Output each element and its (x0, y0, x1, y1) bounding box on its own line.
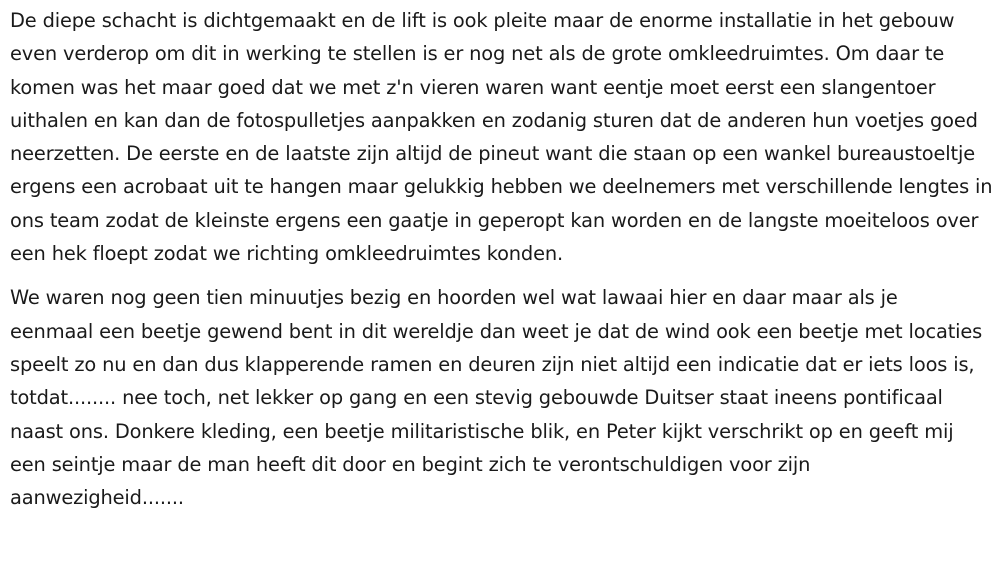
text-line: totdat........ nee toch, net lekker op gang en een stevig gebouwde Duitser staat ineens pontificaal (10, 386, 943, 410)
text-line: speelt zo nu en dan dus klapperende ramen en deuren zijn niet altijd een indicatie dat er iets loos is, (10, 352, 975, 376)
paragraph-2 (10, 281, 990, 514)
document-body (10, 4, 993, 514)
paragraph-1 (10, 4, 993, 270)
paragraph-spacer (10, 270, 990, 281)
text-line: naast ons. Donkere kleding, een beetje militaristische blik, en Peter kijkt verschrikt op en geeft mij (10, 419, 954, 443)
text-line: neerzetten. De eerste en de laatste zijn altijd de pineut want die staan op een wankel bureaustoeltje (10, 142, 975, 166)
text-line: een seintje maar de man heeft dit door en begint zich te verontschuldigen voor zijn (10, 452, 811, 476)
text-line: De diepe schacht is dichtgemaakt en de lift is ook pleite maar de enorme installatie in het gebouw (10, 9, 955, 32)
text-line: uithalen en kan dan de fotospulletjes aanpakken en zodanig sturen dat de anderen hun voetjes goed (10, 108, 978, 132)
text-line: ergens een acrobaat uit te hangen maar gelukkig hebben we deelnemers met verschillende lengtes in (10, 175, 993, 199)
text-line: een hek floept zodat we richting omkleedruimtes konden. (10, 242, 564, 266)
text-line: aanwezigheid....... (10, 486, 184, 510)
text-line: We waren nog geen tien minuutjes bezig en hoorden wel wat lawaai hier en daar maar als je (10, 286, 898, 310)
text-line: ons team zodat de kleinste ergens een gaatje in geperopt kan worden en de langste moeiteloos over (10, 208, 979, 232)
text-line: even verderop om dit in werking te stellen is er nog net als de grote omkleedruimtes. Om daar te (10, 42, 945, 66)
text-line: eenmaal een beetje gewend bent in dit wereldje dan weet je dat de wind ook een beetje met locaties (10, 319, 983, 343)
text-line: komen was het maar goed dat we met z'n vieren waren want eentje moet eerst een slangentoer (10, 75, 936, 99)
